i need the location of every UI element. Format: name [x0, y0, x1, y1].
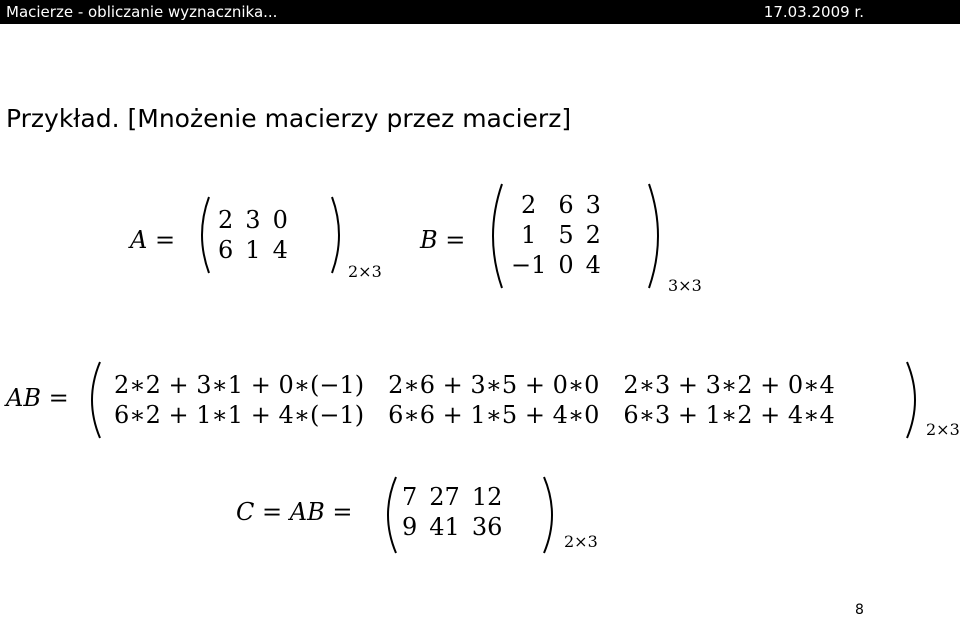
- header-bar: [0, 0, 960, 24]
- header-date: 17.03.2009 r.: [763, 3, 864, 21]
- product-cell: 2∗6 + 3∗5 + 0∗0: [388, 371, 600, 399]
- matrix-a-label: A =: [130, 226, 176, 254]
- product-cell: 6∗6 + 1∗5 + 4∗0: [388, 401, 600, 429]
- matrix-b-cell: 2: [521, 191, 537, 219]
- matrix-b-row: [505, 250, 607, 280]
- result-cell: 9: [402, 513, 418, 541]
- product-dims: 2×3: [926, 420, 960, 439]
- product-label: AB =: [6, 384, 69, 412]
- matrix-a-row: [212, 205, 294, 235]
- matrix-a-cell: 6: [218, 236, 234, 264]
- matrix-b-dims: 3×3: [668, 276, 702, 295]
- matrix-b-cell: 6: [558, 191, 574, 219]
- product-cell: 2∗3 + 3∗2 + 0∗4: [623, 371, 835, 399]
- matrix-b-cell: 5: [558, 221, 574, 249]
- matrix-b-row: [505, 190, 607, 220]
- result-cell: 41: [429, 513, 460, 541]
- product-cell: 6∗3 + 1∗2 + 4∗4: [623, 401, 835, 429]
- result-dims: 2×3: [564, 532, 598, 551]
- matrix-b-cell: 2: [585, 221, 601, 249]
- result-row: [396, 482, 508, 512]
- result-matrix: [396, 482, 508, 542]
- product-left-paren: [82, 360, 104, 440]
- matrix-a-left-paren: [193, 195, 213, 275]
- matrix-b-left-paren: [482, 182, 506, 290]
- product-row: [102, 370, 847, 400]
- result-cell: 36: [471, 513, 503, 541]
- matrix-b-cell: 1: [521, 221, 537, 249]
- header-title: Macierze - obliczanie wyznacznika...: [6, 3, 278, 21]
- product-right-paren: [903, 360, 925, 440]
- matrix-b: [505, 190, 607, 280]
- matrix-a-right-paren: [328, 195, 348, 275]
- matrix-a-cell: 1: [245, 236, 261, 264]
- result-cell: 7: [402, 483, 418, 511]
- matrix-b-cell: −1: [511, 251, 547, 279]
- matrix-b-row: [505, 220, 607, 250]
- matrix-b-cell: 4: [585, 251, 601, 279]
- matrix-a-cell: 4: [272, 236, 288, 264]
- matrix-a-dims: 2×3: [348, 262, 382, 281]
- result-cell: 27: [429, 483, 460, 511]
- product-row: [102, 400, 847, 430]
- matrix-a-cell: 0: [272, 206, 288, 234]
- result-label: C = AB =: [236, 498, 353, 526]
- product-cell: 6∗2 + 1∗1 + 4∗(−1): [114, 401, 365, 429]
- matrix-a: [212, 205, 294, 265]
- matrix-a-row: [212, 235, 294, 265]
- result-right-paren: [540, 475, 562, 555]
- result-row: [396, 512, 508, 542]
- result-cell: 12: [471, 483, 503, 511]
- product-cell: 2∗2 + 3∗1 + 0∗(−1): [114, 371, 365, 399]
- page-number: 8: [855, 602, 864, 618]
- example-title: Przykład. [Mnożenie macierzy przez macierz]: [6, 104, 572, 133]
- matrix-a-cell: 3: [245, 206, 261, 234]
- matrix-b-cell: 0: [558, 251, 574, 279]
- product-matrix: [102, 370, 847, 430]
- matrix-a-cell: 2: [218, 206, 234, 234]
- matrix-b-cell: 3: [585, 191, 601, 219]
- matrix-b-right-paren: [645, 182, 669, 290]
- matrix-b-label: B =: [420, 226, 466, 254]
